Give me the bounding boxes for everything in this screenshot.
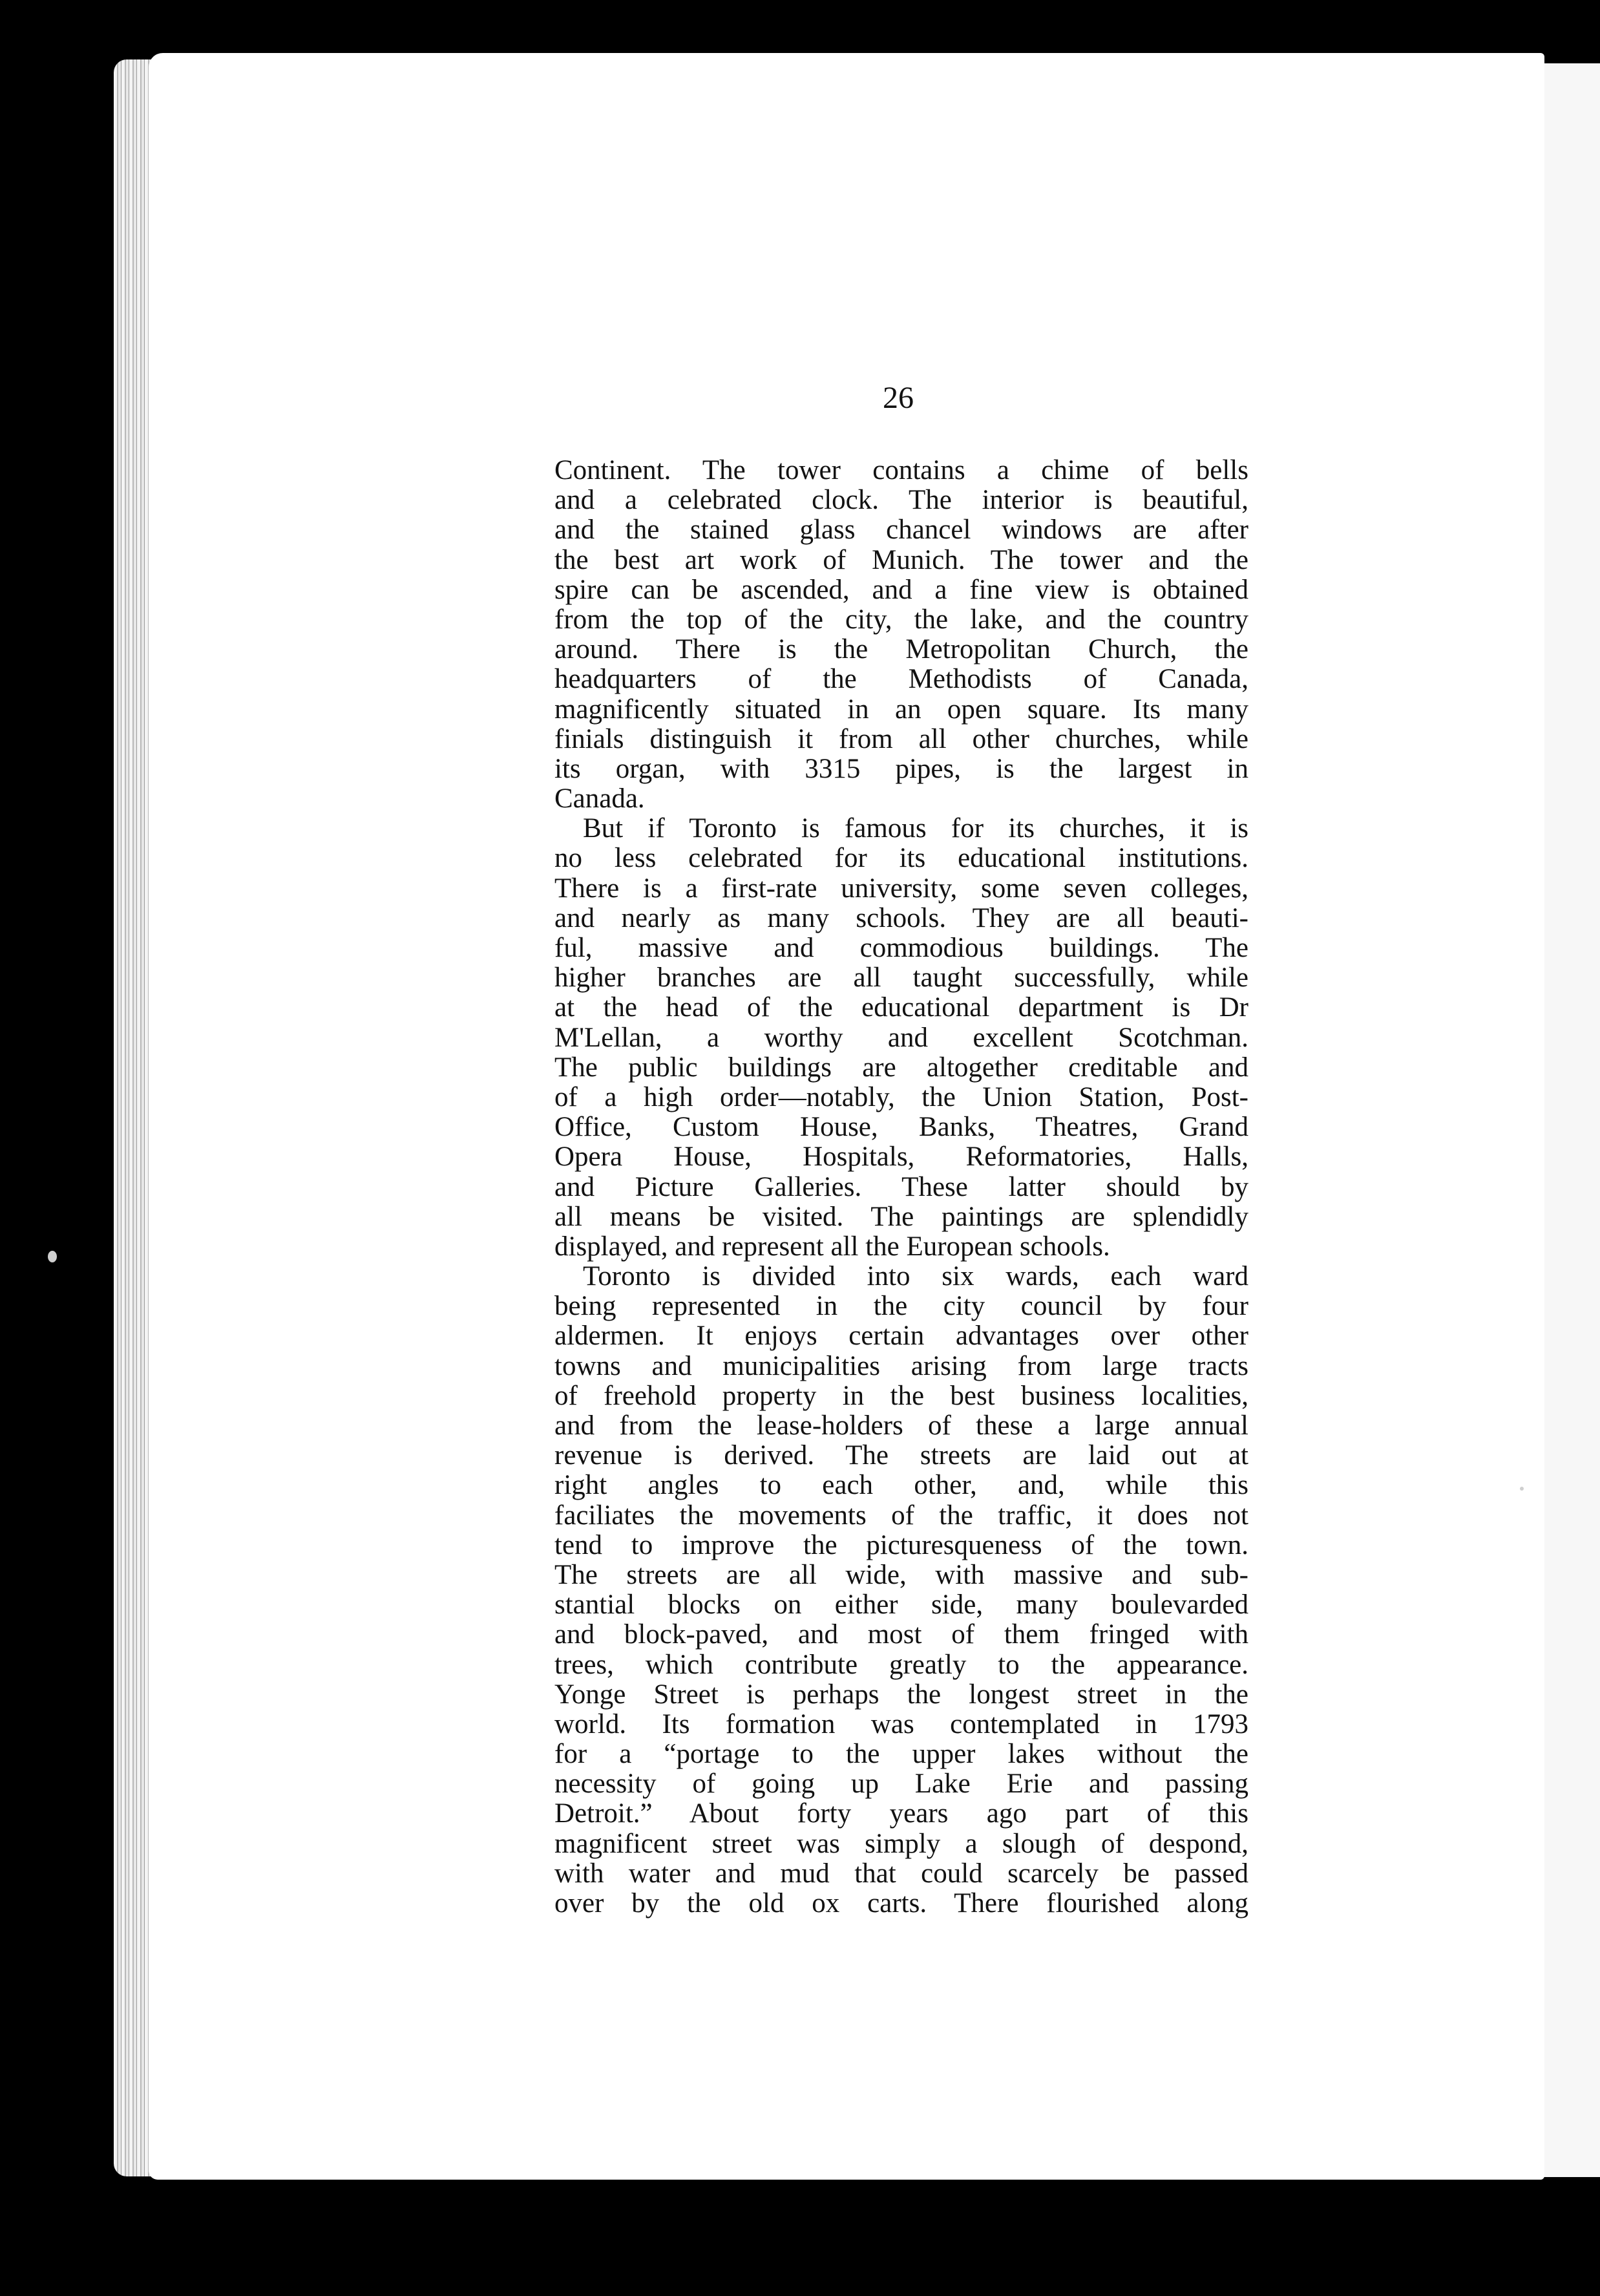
text-line: right angles to each other, and, while this [554,1470,1248,1501]
text-line: Canada. [554,783,645,814]
text-line: at the head of the educational department is Dr [554,992,1248,1023]
scan-speck [1520,1487,1524,1491]
text-line: and block-paved, and most of them fringed with [554,1619,1248,1650]
text-line: magnificent street was simply a slough of despond, [554,1828,1248,1859]
text-line: of freehold property in the best business localities, [554,1380,1248,1411]
text-line: The streets are all wide, with massive and sub- [554,1559,1248,1590]
text-line: ful, massive and commodious buildings. The [554,933,1248,963]
text-line: revenue is derived. The streets are laid out at [554,1440,1248,1471]
text-line: spire can be ascended, and a fine view is obtained [554,574,1248,605]
text-line: around. There is the Metropolitan Church, the [554,634,1248,665]
facing-page-edge [1535,63,1600,2177]
text-line: The public buildings are altogether creditable and [554,1052,1248,1083]
text-line: Toronto is divided into six wards, each ward [583,1261,1248,1292]
text-line: and a celebrated clock. The interior is beautiful, [554,485,1248,516]
text-line: Continent. The tower contains a chime of bells [554,455,1248,485]
text-line: higher branches are all taught successfully, while [554,962,1248,994]
text-line: for a “portage to the upper lakes without the [554,1739,1248,1770]
text-line: and Picture Galleries. These latter should by [554,1171,1248,1202]
text-line: necessity of going up Lake Erie and passing [554,1769,1248,1800]
page-number: 26 [883,381,914,415]
text-line: headquarters of the Methodists of Canada, [554,664,1248,695]
text-line: Detroit.” About forty years ago part of this [554,1798,1248,1829]
text-line: Opera House, Hospitals, Reformatories, Halls, [554,1142,1248,1173]
text-line: Office, Custom House, Banks, Theatres, Grand [554,1112,1248,1143]
text-line: all means be visited. The paintings are splendidly [554,1201,1248,1232]
text-line: aldermen. It enjoys certain advantages over other [554,1321,1248,1352]
scan-speck [48,1251,57,1262]
text-line: towns and municipalities arising from large tracts [554,1350,1248,1381]
text-line: But if Toronto is famous for its churches, it is [583,813,1248,844]
text-line: trees, which contribute greatly to the appearance. [554,1649,1248,1680]
text-line: M'Lellan, a worthy and excellent Scotchman. [554,1022,1248,1053]
text-line: finials distinguish it from all other churches, while [554,723,1248,754]
text-line: Yonge Street is perhaps the longest street in the [554,1679,1248,1710]
text-line: being represented in the city council by four [554,1291,1248,1322]
text-line: faciliates the movements of the traffic, it does not [554,1500,1248,1531]
text-line: world. Its formation was contemplated in 1793 [554,1708,1248,1739]
body-text [554,456,1248,1919]
text-line: and the stained glass chancel windows are after [554,515,1248,546]
text-line: and nearly as many schools. They are all beauti- [554,902,1248,933]
text-line: the best art work of Munich. The tower and the [554,544,1248,575]
text-line: from the top of the city, the lake, and the country [554,604,1248,635]
text-line: no less celebrated for its educational institutions. [554,843,1248,874]
text-line: magnificently situated in an open square. Its many [554,694,1248,725]
text-line: stantial blocks on either side, many boulevarded [554,1589,1248,1621]
text-line: its organ, with 3315 pipes, is the largest in [554,753,1248,784]
text-line: displayed, and represent all the European schools. [554,1231,1110,1262]
text-line: with water and mud that could scarcely be passed [554,1858,1248,1889]
text-line: of a high order—notably, the Union Station, Post- [554,1081,1248,1112]
text-line: There is a first-rate university, some seven colleges, [554,873,1248,904]
text-line: over by the old ox carts. There flourished along [554,1888,1248,1919]
text-line: and from the lease-holders of these a large annual [554,1410,1248,1441]
text-line: tend to improve the picturesqueness of the town. [554,1529,1248,1560]
